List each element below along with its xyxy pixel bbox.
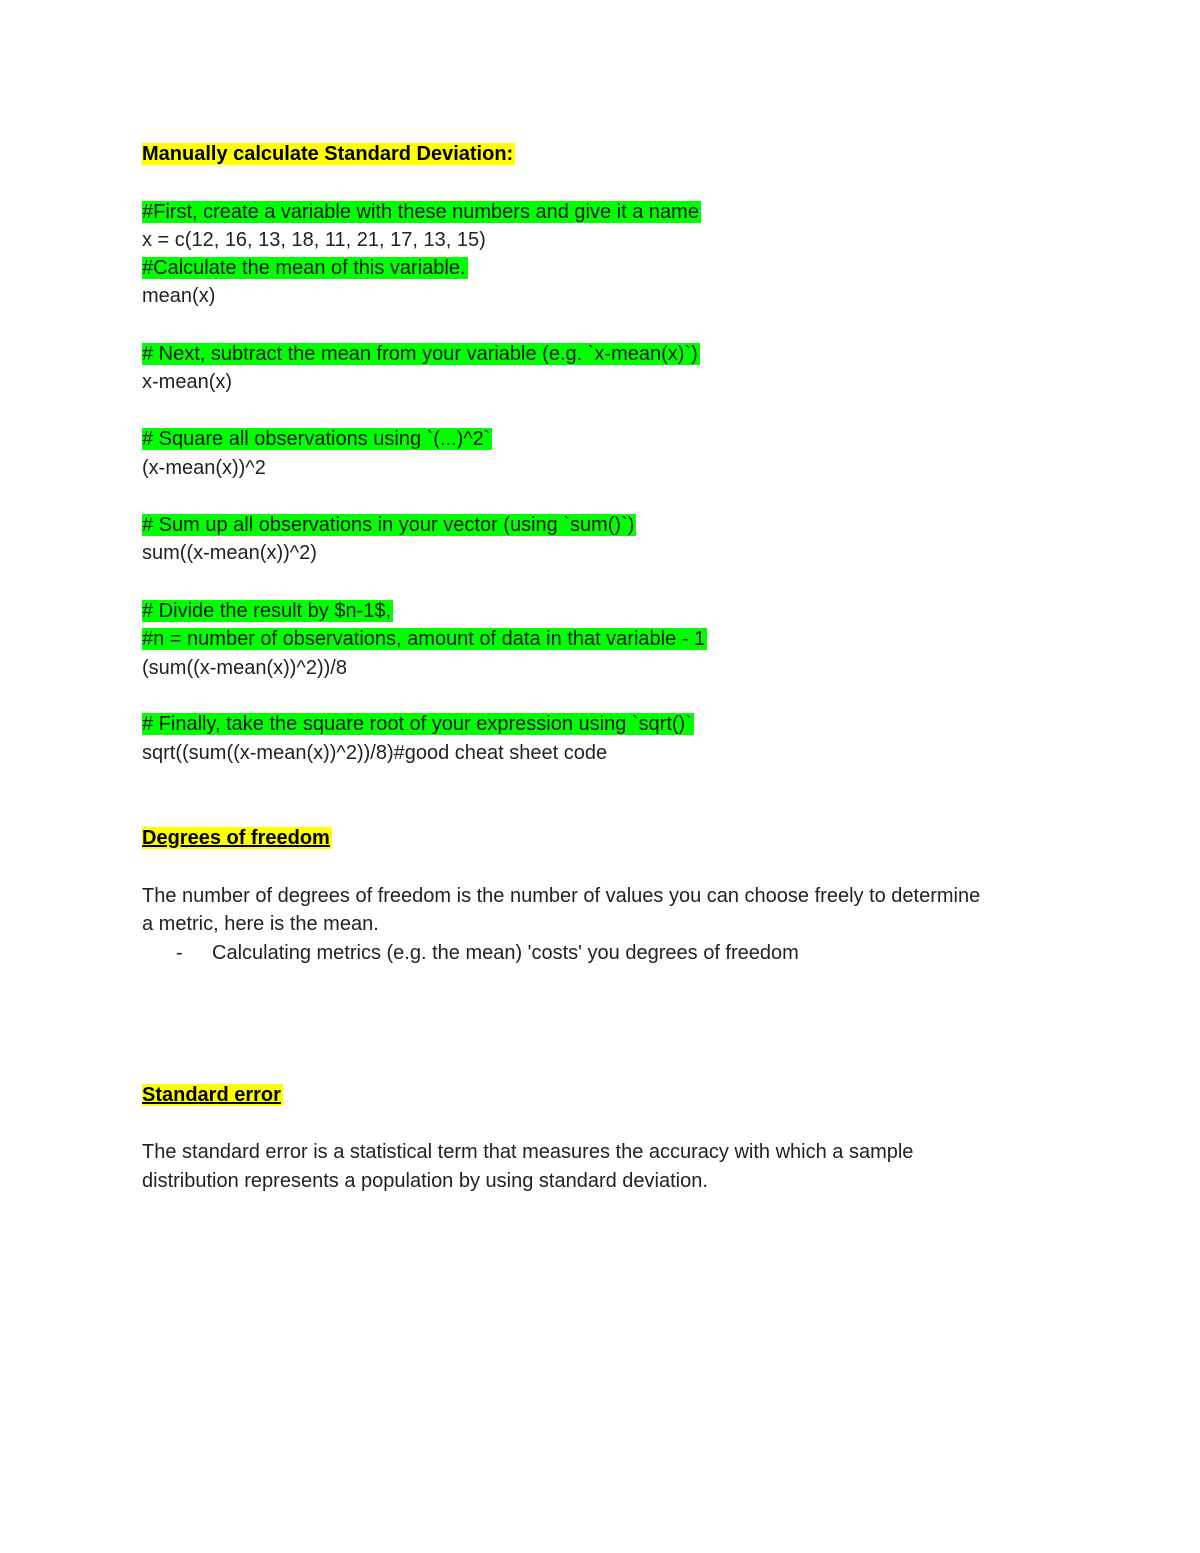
sd-code-3: x-mean(x) bbox=[142, 371, 233, 393]
sd-heading: Manually calculate Standard Deviation: bbox=[142, 143, 514, 165]
sd-comment-5: # Sum up all observations in your vector (using `sum()`) bbox=[142, 514, 635, 536]
sd-comment-1: #First, create a variable with these numbers and give it a name bbox=[142, 201, 699, 223]
df-bullet-text: Calculating metrics (e.g. the mean) 'costs' you degrees of freedom bbox=[212, 942, 799, 964]
df-heading: Degrees of freedom bbox=[142, 827, 330, 849]
df-paragraph-line-2: a metric, here is the mean. bbox=[142, 913, 379, 935]
se-paragraph-line-1: The standard error is a statistical term that measures the accuracy with which a sample bbox=[142, 1141, 914, 1163]
sd-comment-7-line bbox=[142, 626, 707, 652]
sd-comment-8-line bbox=[142, 711, 694, 737]
sd-comment-6: # Divide the result by $n-1$, bbox=[142, 600, 392, 622]
sd-heading-line bbox=[142, 141, 515, 167]
sd-comment-2: #Calculate the mean of this variable. bbox=[142, 257, 466, 279]
sd-code-6: (sum((x-mean(x))^2))/8 bbox=[142, 657, 347, 679]
df-paragraph-line-1: The number of degrees of freedom is the number of values you can choose freely to determine bbox=[142, 885, 981, 907]
sd-comment-4-line bbox=[142, 426, 492, 452]
sd-comment-8: # Finally, take the square root of your expression using `sqrt()` bbox=[142, 713, 692, 735]
sd-code-4: (x-mean(x))^2 bbox=[142, 457, 266, 479]
sd-comment-1-line bbox=[142, 199, 701, 225]
df-bullet-marker: - bbox=[176, 942, 183, 964]
sd-code-5: sum((x-mean(x))^2) bbox=[142, 542, 317, 564]
sd-comment-4: # Square all observations using `(...)^2` bbox=[142, 428, 491, 450]
se-heading-line bbox=[142, 1082, 283, 1108]
se-heading: Standard error bbox=[142, 1084, 281, 1106]
sd-code-7: sqrt((sum((x-mean(x))^2))/8)#good cheat sheet code bbox=[142, 742, 608, 764]
sd-comment-3: # Next, subtract the mean from your variable (e.g. `x-mean(x)`) bbox=[142, 343, 698, 365]
se-paragraph-line-2: distribution represents a population by using standard deviation. bbox=[142, 1170, 708, 1192]
sd-code-1: x = c(12, 16, 13, 18, 11, 21, 17, 13, 15) bbox=[142, 229, 486, 251]
sd-comment-5-line bbox=[142, 512, 636, 538]
sd-comment-6-line bbox=[142, 598, 393, 624]
df-heading-line bbox=[142, 825, 332, 851]
sd-comment-2-line bbox=[142, 255, 468, 281]
sd-comment-3-line bbox=[142, 341, 700, 367]
sd-comment-7: #n = number of observations, amount of data in that variable - 1 bbox=[142, 628, 706, 650]
sd-code-2: mean(x) bbox=[142, 285, 216, 307]
